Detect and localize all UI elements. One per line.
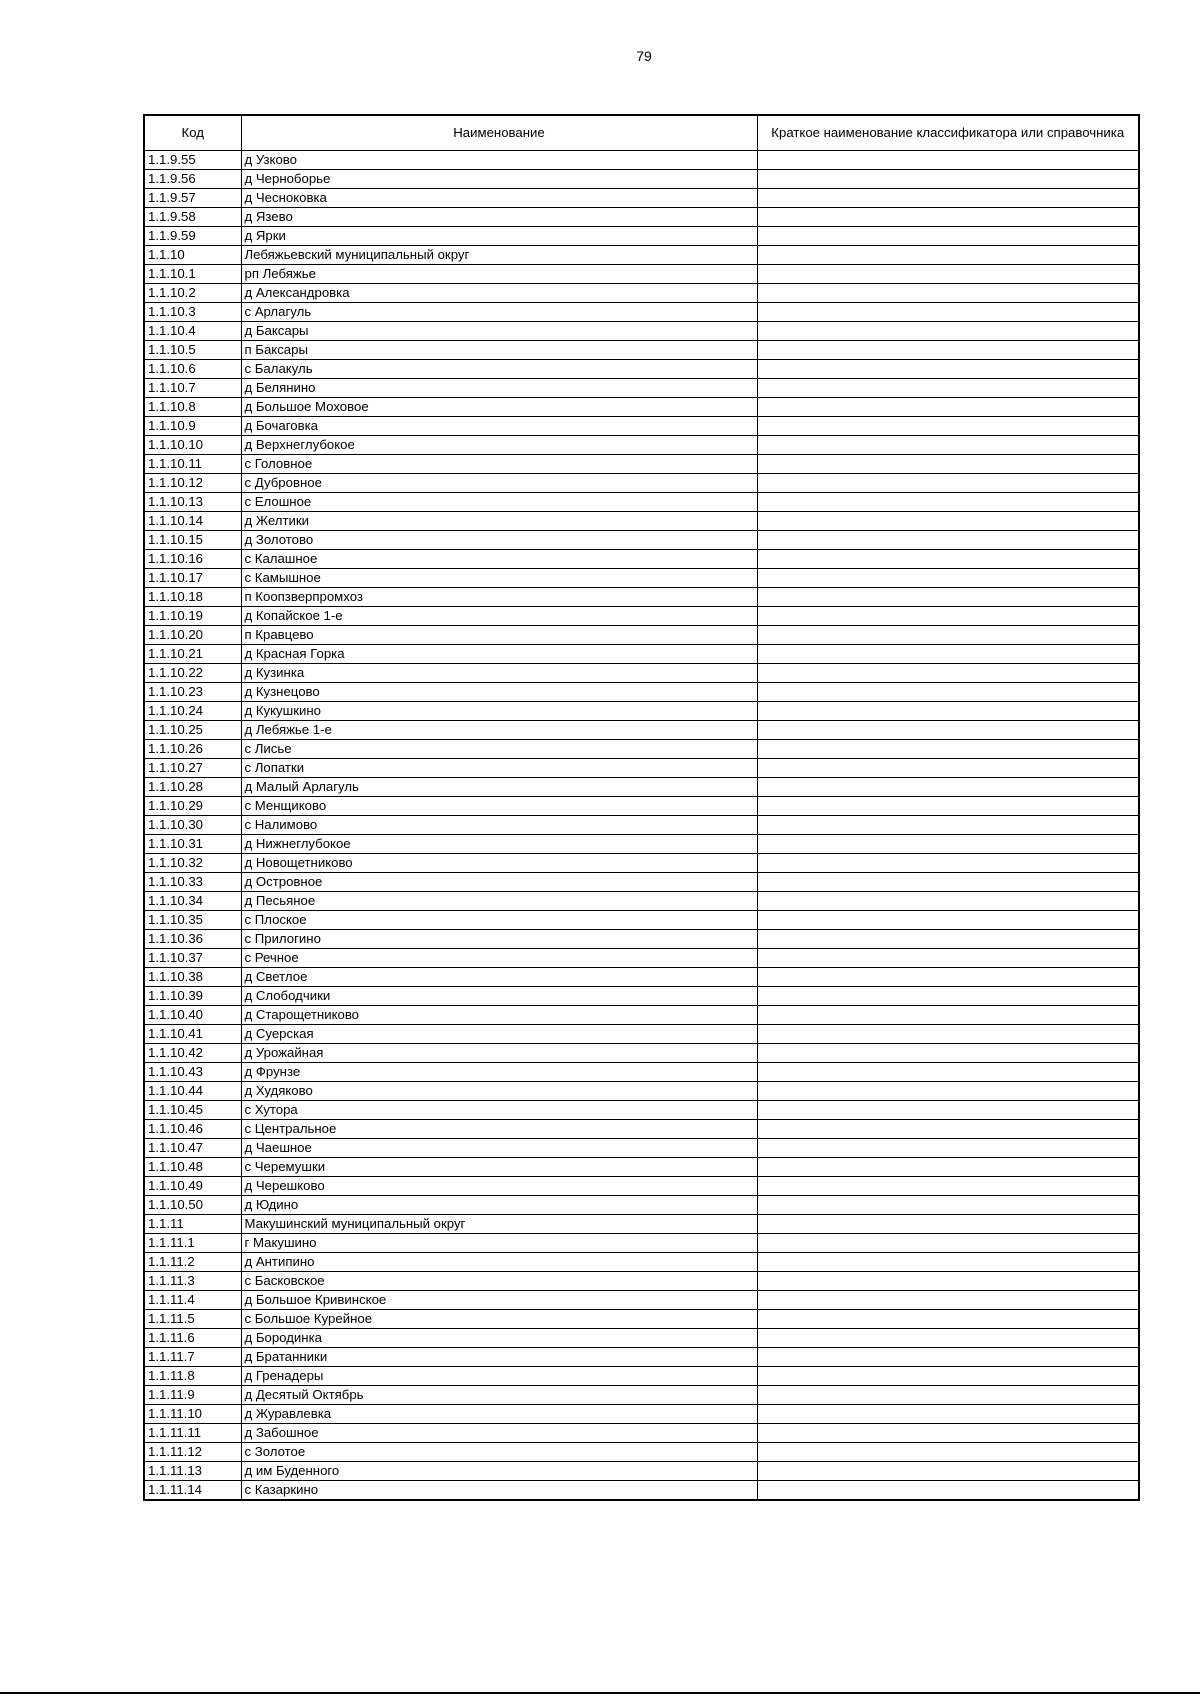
cell-name: д Братанники: [241, 1348, 757, 1367]
cell-short-name: [757, 303, 1139, 322]
cell-code: 1.1.10.12: [144, 474, 241, 493]
cell-short-name: [757, 607, 1139, 626]
cell-code: 1.1.10.9: [144, 417, 241, 436]
cell-name: д Юдино: [241, 1196, 757, 1215]
cell-name: д Фрунзе: [241, 1063, 757, 1082]
cell-code: 1.1.9.55: [144, 151, 241, 170]
table-row: [144, 968, 1139, 987]
cell-code: 1.1.10.26: [144, 740, 241, 759]
cell-name: с Прилогино: [241, 930, 757, 949]
cell-code: 1.1.10.39: [144, 987, 241, 1006]
cell-code: 1.1.11.4: [144, 1291, 241, 1310]
cell-name: д Красная Горка: [241, 645, 757, 664]
cell-short-name: [757, 1158, 1139, 1177]
table-row: [144, 1139, 1139, 1158]
cell-code: 1.1.10.10: [144, 436, 241, 455]
table-row: [144, 1025, 1139, 1044]
cell-code: 1.1.11.6: [144, 1329, 241, 1348]
cell-short-name: [757, 151, 1139, 170]
cell-short-name: [757, 854, 1139, 873]
cell-short-name: [757, 1253, 1139, 1272]
table-row: [144, 1386, 1139, 1405]
cell-short-name: [757, 740, 1139, 759]
cell-name: Лебяжьевский муниципальный округ: [241, 246, 757, 265]
cell-name: с Головное: [241, 455, 757, 474]
table-row: [144, 816, 1139, 835]
cell-short-name: [757, 1120, 1139, 1139]
cell-short-name: [757, 949, 1139, 968]
table-row: [144, 835, 1139, 854]
cell-short-name: [757, 189, 1139, 208]
cell-short-name: [757, 1291, 1139, 1310]
cell-code: 1.1.10.46: [144, 1120, 241, 1139]
table-row: [144, 208, 1139, 227]
table-row: [144, 1253, 1139, 1272]
cell-name: д Копайское 1-е: [241, 607, 757, 626]
cell-name: д Большое Моховое: [241, 398, 757, 417]
cell-code: 1.1.11: [144, 1215, 241, 1234]
cell-code: 1.1.10.49: [144, 1177, 241, 1196]
cell-short-name: [757, 455, 1139, 474]
cell-name: д Черноборье: [241, 170, 757, 189]
cell-name: д Большое Кривинское: [241, 1291, 757, 1310]
cell-short-name: [757, 1215, 1139, 1234]
cell-code: 1.1.10: [144, 246, 241, 265]
cell-short-name: [757, 873, 1139, 892]
cell-short-name: [757, 493, 1139, 512]
cell-short-name: [757, 1025, 1139, 1044]
cell-name: с Черемушки: [241, 1158, 757, 1177]
cell-code: 1.1.11.14: [144, 1481, 241, 1501]
cell-short-name: [757, 664, 1139, 683]
cell-name: п Коопзверпромхоз: [241, 588, 757, 607]
table-row: [144, 512, 1139, 531]
cell-name: с Казаркино: [241, 1481, 757, 1501]
cell-name: с Елошное: [241, 493, 757, 512]
cell-name: д Бородинка: [241, 1329, 757, 1348]
cell-code: 1.1.11.2: [144, 1253, 241, 1272]
cell-short-name: [757, 284, 1139, 303]
cell-name: д Александровка: [241, 284, 757, 303]
classifier-table: [143, 114, 1140, 1501]
cell-name: д Гренадеры: [241, 1367, 757, 1386]
table-header-row: [144, 115, 1139, 151]
table-row: [144, 949, 1139, 968]
cell-code: 1.1.10.11: [144, 455, 241, 474]
cell-name: д Чаешное: [241, 1139, 757, 1158]
table-row: [144, 1215, 1139, 1234]
table-row: [144, 151, 1139, 170]
table-row: [144, 930, 1139, 949]
cell-short-name: [757, 721, 1139, 740]
cell-short-name: [757, 1177, 1139, 1196]
table-row: [144, 1272, 1139, 1291]
cell-code: 1.1.10.21: [144, 645, 241, 664]
table-row: [144, 1367, 1139, 1386]
cell-code: 1.1.10.41: [144, 1025, 241, 1044]
table-row: [144, 170, 1139, 189]
cell-short-name: [757, 987, 1139, 1006]
table-row: [144, 740, 1139, 759]
cell-code: 1.1.10.14: [144, 512, 241, 531]
cell-code: 1.1.10.29: [144, 797, 241, 816]
table-row: [144, 702, 1139, 721]
cell-name: д Баксары: [241, 322, 757, 341]
cell-name: д Узково: [241, 151, 757, 170]
cell-short-name: [757, 1386, 1139, 1405]
cell-name: с Хутора: [241, 1101, 757, 1120]
cell-short-name: [757, 1139, 1139, 1158]
cell-name: д Островное: [241, 873, 757, 892]
cell-short-name: [757, 797, 1139, 816]
cell-short-name: [757, 398, 1139, 417]
cell-code: 1.1.10.2: [144, 284, 241, 303]
cell-code: 1.1.11.10: [144, 1405, 241, 1424]
cell-code: 1.1.10.5: [144, 341, 241, 360]
cell-code: 1.1.9.57: [144, 189, 241, 208]
table-row: [144, 531, 1139, 550]
cell-code: 1.1.10.43: [144, 1063, 241, 1082]
table-row: [144, 1348, 1139, 1367]
table-row: [144, 1101, 1139, 1120]
cell-short-name: [757, 512, 1139, 531]
table-row: [144, 322, 1139, 341]
cell-short-name: [757, 436, 1139, 455]
table-row: [144, 664, 1139, 683]
cell-code: 1.1.11.5: [144, 1310, 241, 1329]
cell-short-name: [757, 1310, 1139, 1329]
cell-name: д Язево: [241, 208, 757, 227]
cell-name: с Лисье: [241, 740, 757, 759]
cell-short-name: [757, 968, 1139, 987]
cell-code: 1.1.10.35: [144, 911, 241, 930]
cell-name: д Малый Арлагуль: [241, 778, 757, 797]
cell-code: 1.1.10.18: [144, 588, 241, 607]
cell-short-name: [757, 702, 1139, 721]
table-row: [144, 1424, 1139, 1443]
cell-short-name: [757, 1082, 1139, 1101]
cell-code: 1.1.10.13: [144, 493, 241, 512]
table-row: [144, 778, 1139, 797]
cell-name: д Худяково: [241, 1082, 757, 1101]
table-row: [144, 493, 1139, 512]
cell-code: 1.1.9.58: [144, 208, 241, 227]
table-row: [144, 550, 1139, 569]
cell-short-name: [757, 911, 1139, 930]
table-row: [144, 1329, 1139, 1348]
table-row: [144, 436, 1139, 455]
cell-short-name: [757, 892, 1139, 911]
cell-short-name: [757, 1044, 1139, 1063]
table-row: [144, 1158, 1139, 1177]
table-row: [144, 911, 1139, 930]
table-row: [144, 1063, 1139, 1082]
table-row: [144, 1082, 1139, 1101]
table-row: [144, 417, 1139, 436]
cell-short-name: [757, 379, 1139, 398]
cell-code: 1.1.10.23: [144, 683, 241, 702]
cell-code: 1.1.11.1: [144, 1234, 241, 1253]
table-row: [144, 892, 1139, 911]
cell-name: д Лебяжье 1-е: [241, 721, 757, 740]
cell-code: 1.1.10.28: [144, 778, 241, 797]
cell-name: д Белянино: [241, 379, 757, 398]
cell-code: 1.1.10.30: [144, 816, 241, 835]
table-row: [144, 1044, 1139, 1063]
table-row: [144, 1196, 1139, 1215]
cell-code: 1.1.10.34: [144, 892, 241, 911]
cell-code: 1.1.10.8: [144, 398, 241, 417]
cell-code: 1.1.10.25: [144, 721, 241, 740]
cell-short-name: [757, 265, 1139, 284]
table-row: [144, 1462, 1139, 1481]
cell-code: 1.1.11.3: [144, 1272, 241, 1291]
table-row: [144, 474, 1139, 493]
cell-short-name: [757, 569, 1139, 588]
table-row: [144, 1291, 1139, 1310]
cell-code: 1.1.10.40: [144, 1006, 241, 1025]
table-row: [144, 284, 1139, 303]
cell-name: д Суерская: [241, 1025, 757, 1044]
cell-name: п Кравцево: [241, 626, 757, 645]
table-row: [144, 854, 1139, 873]
cell-short-name: [757, 474, 1139, 493]
cell-short-name: [757, 417, 1139, 436]
cell-name: с Камышное: [241, 569, 757, 588]
cell-short-name: [757, 683, 1139, 702]
cell-code: 1.1.10.50: [144, 1196, 241, 1215]
cell-name: д Черешково: [241, 1177, 757, 1196]
cell-short-name: [757, 1006, 1139, 1025]
cell-code: 1.1.10.32: [144, 854, 241, 873]
cell-name: д Старощетниково: [241, 1006, 757, 1025]
cell-name: Макушинский муниципальный округ: [241, 1215, 757, 1234]
table-row: [144, 379, 1139, 398]
cell-short-name: [757, 227, 1139, 246]
cell-short-name: [757, 1063, 1139, 1082]
cell-short-name: [757, 626, 1139, 645]
table-row: [144, 759, 1139, 778]
table-row: [144, 1234, 1139, 1253]
cell-name: д Урожайная: [241, 1044, 757, 1063]
cell-name: д Золотово: [241, 531, 757, 550]
cell-name: с Центральное: [241, 1120, 757, 1139]
cell-code: 1.1.11.8: [144, 1367, 241, 1386]
table-row: [144, 303, 1139, 322]
cell-code: 1.1.10.38: [144, 968, 241, 987]
cell-name: г Макушино: [241, 1234, 757, 1253]
cell-short-name: [757, 778, 1139, 797]
cell-code: 1.1.9.56: [144, 170, 241, 189]
cell-short-name: [757, 588, 1139, 607]
cell-short-name: [757, 322, 1139, 341]
page-number: 79: [636, 48, 652, 64]
cell-short-name: [757, 246, 1139, 265]
cell-name: д Кукушкино: [241, 702, 757, 721]
header-name: Наименование: [241, 115, 757, 151]
table-row: [144, 1120, 1139, 1139]
cell-name: с Арлагуль: [241, 303, 757, 322]
cell-name: с Большое Курейное: [241, 1310, 757, 1329]
cell-code: 1.1.10.27: [144, 759, 241, 778]
cell-code: 1.1.10.7: [144, 379, 241, 398]
cell-short-name: [757, 645, 1139, 664]
cell-name: д Десятый Октябрь: [241, 1386, 757, 1405]
table-row: [144, 626, 1139, 645]
cell-name: с Плоское: [241, 911, 757, 930]
cell-name: д Антипино: [241, 1253, 757, 1272]
cell-code: 1.1.10.42: [144, 1044, 241, 1063]
cell-short-name: [757, 1443, 1139, 1462]
cell-name: с Речное: [241, 949, 757, 968]
table-row: [144, 1177, 1139, 1196]
cell-name: д Кузнецово: [241, 683, 757, 702]
cell-short-name: [757, 759, 1139, 778]
cell-code: 1.1.11.11: [144, 1424, 241, 1443]
cell-code: 1.1.10.47: [144, 1139, 241, 1158]
cell-name: с Менщиково: [241, 797, 757, 816]
table-row: [144, 360, 1139, 379]
cell-name: д Новощетниково: [241, 854, 757, 873]
cell-short-name: [757, 1272, 1139, 1291]
cell-code: 1.1.10.45: [144, 1101, 241, 1120]
cell-name: п Баксары: [241, 341, 757, 360]
table-row: [144, 721, 1139, 740]
cell-name: рп Лебяжье: [241, 265, 757, 284]
cell-short-name: [757, 550, 1139, 569]
table-row: [144, 873, 1139, 892]
cell-name: с Дубровное: [241, 474, 757, 493]
cell-code: 1.1.10.19: [144, 607, 241, 626]
table-row: [144, 797, 1139, 816]
cell-name: д Песьяное: [241, 892, 757, 911]
table-row: [144, 645, 1139, 664]
cell-name: д Журавлевка: [241, 1405, 757, 1424]
cell-name: с Басковское: [241, 1272, 757, 1291]
cell-name: д Верхнеглубокое: [241, 436, 757, 455]
cell-short-name: [757, 341, 1139, 360]
cell-short-name: [757, 1196, 1139, 1215]
cell-name: д им Буденного: [241, 1462, 757, 1481]
cell-short-name: [757, 360, 1139, 379]
cell-name: д Светлое: [241, 968, 757, 987]
cell-name: с Золотое: [241, 1443, 757, 1462]
table-row: [144, 1481, 1139, 1501]
cell-short-name: [757, 1234, 1139, 1253]
table-row: [144, 1310, 1139, 1329]
cell-short-name: [757, 208, 1139, 227]
table-row: [144, 987, 1139, 1006]
cell-short-name: [757, 816, 1139, 835]
table-row: [144, 265, 1139, 284]
table-row: [144, 246, 1139, 265]
cell-name: д Чесноковка: [241, 189, 757, 208]
cell-short-name: [757, 531, 1139, 550]
table-row: [144, 189, 1139, 208]
cell-short-name: [757, 1101, 1139, 1120]
cell-short-name: [757, 170, 1139, 189]
table-row: [144, 227, 1139, 246]
cell-code: 1.1.10.22: [144, 664, 241, 683]
cell-code: 1.1.9.59: [144, 227, 241, 246]
cell-code: 1.1.10.36: [144, 930, 241, 949]
table-row: [144, 1443, 1139, 1462]
cell-code: 1.1.11.9: [144, 1386, 241, 1405]
cell-code: 1.1.11.13: [144, 1462, 241, 1481]
cell-name: с Налимово: [241, 816, 757, 835]
cell-code: 1.1.11.7: [144, 1348, 241, 1367]
cell-code: 1.1.10.33: [144, 873, 241, 892]
cell-code: 1.1.10.4: [144, 322, 241, 341]
cell-short-name: [757, 1348, 1139, 1367]
cell-code: 1.1.10.17: [144, 569, 241, 588]
cell-code: 1.1.10.20: [144, 626, 241, 645]
table-row: [144, 683, 1139, 702]
table-row: [144, 607, 1139, 626]
cell-code: 1.1.10.15: [144, 531, 241, 550]
cell-code: 1.1.10.48: [144, 1158, 241, 1177]
cell-short-name: [757, 1424, 1139, 1443]
cell-short-name: [757, 1462, 1139, 1481]
table-row: [144, 398, 1139, 417]
table-row: [144, 588, 1139, 607]
cell-name: д Бочаговка: [241, 417, 757, 436]
table-row: [144, 1006, 1139, 1025]
cell-short-name: [757, 1405, 1139, 1424]
cell-code: 1.1.10.31: [144, 835, 241, 854]
cell-code: 1.1.11.12: [144, 1443, 241, 1462]
cell-name: д Слободчики: [241, 987, 757, 1006]
cell-short-name: [757, 930, 1139, 949]
cell-short-name: [757, 835, 1139, 854]
cell-short-name: [757, 1329, 1139, 1348]
bottom-rule: [0, 1692, 1200, 1694]
table-row: [144, 569, 1139, 588]
cell-name: д Кузинка: [241, 664, 757, 683]
cell-code: 1.1.10.24: [144, 702, 241, 721]
cell-code: 1.1.10.6: [144, 360, 241, 379]
cell-name: с Балакуль: [241, 360, 757, 379]
cell-code: 1.1.10.16: [144, 550, 241, 569]
cell-code: 1.1.10.44: [144, 1082, 241, 1101]
header-code: Код: [144, 115, 241, 151]
header-short-name: Краткое наименование классификатора или справочника: [757, 115, 1139, 151]
table-row: [144, 1405, 1139, 1424]
table-body: [144, 151, 1139, 1501]
table-row: [144, 341, 1139, 360]
table-row: [144, 455, 1139, 474]
cell-name: д Желтики: [241, 512, 757, 531]
cell-short-name: [757, 1481, 1139, 1501]
cell-code: 1.1.10.1: [144, 265, 241, 284]
cell-code: 1.1.10.3: [144, 303, 241, 322]
cell-name: д Ярки: [241, 227, 757, 246]
cell-name: с Лопатки: [241, 759, 757, 778]
cell-name: д Нижнеглубокое: [241, 835, 757, 854]
cell-name: с Калашное: [241, 550, 757, 569]
cell-name: д Забошное: [241, 1424, 757, 1443]
cell-code: 1.1.10.37: [144, 949, 241, 968]
cell-short-name: [757, 1367, 1139, 1386]
